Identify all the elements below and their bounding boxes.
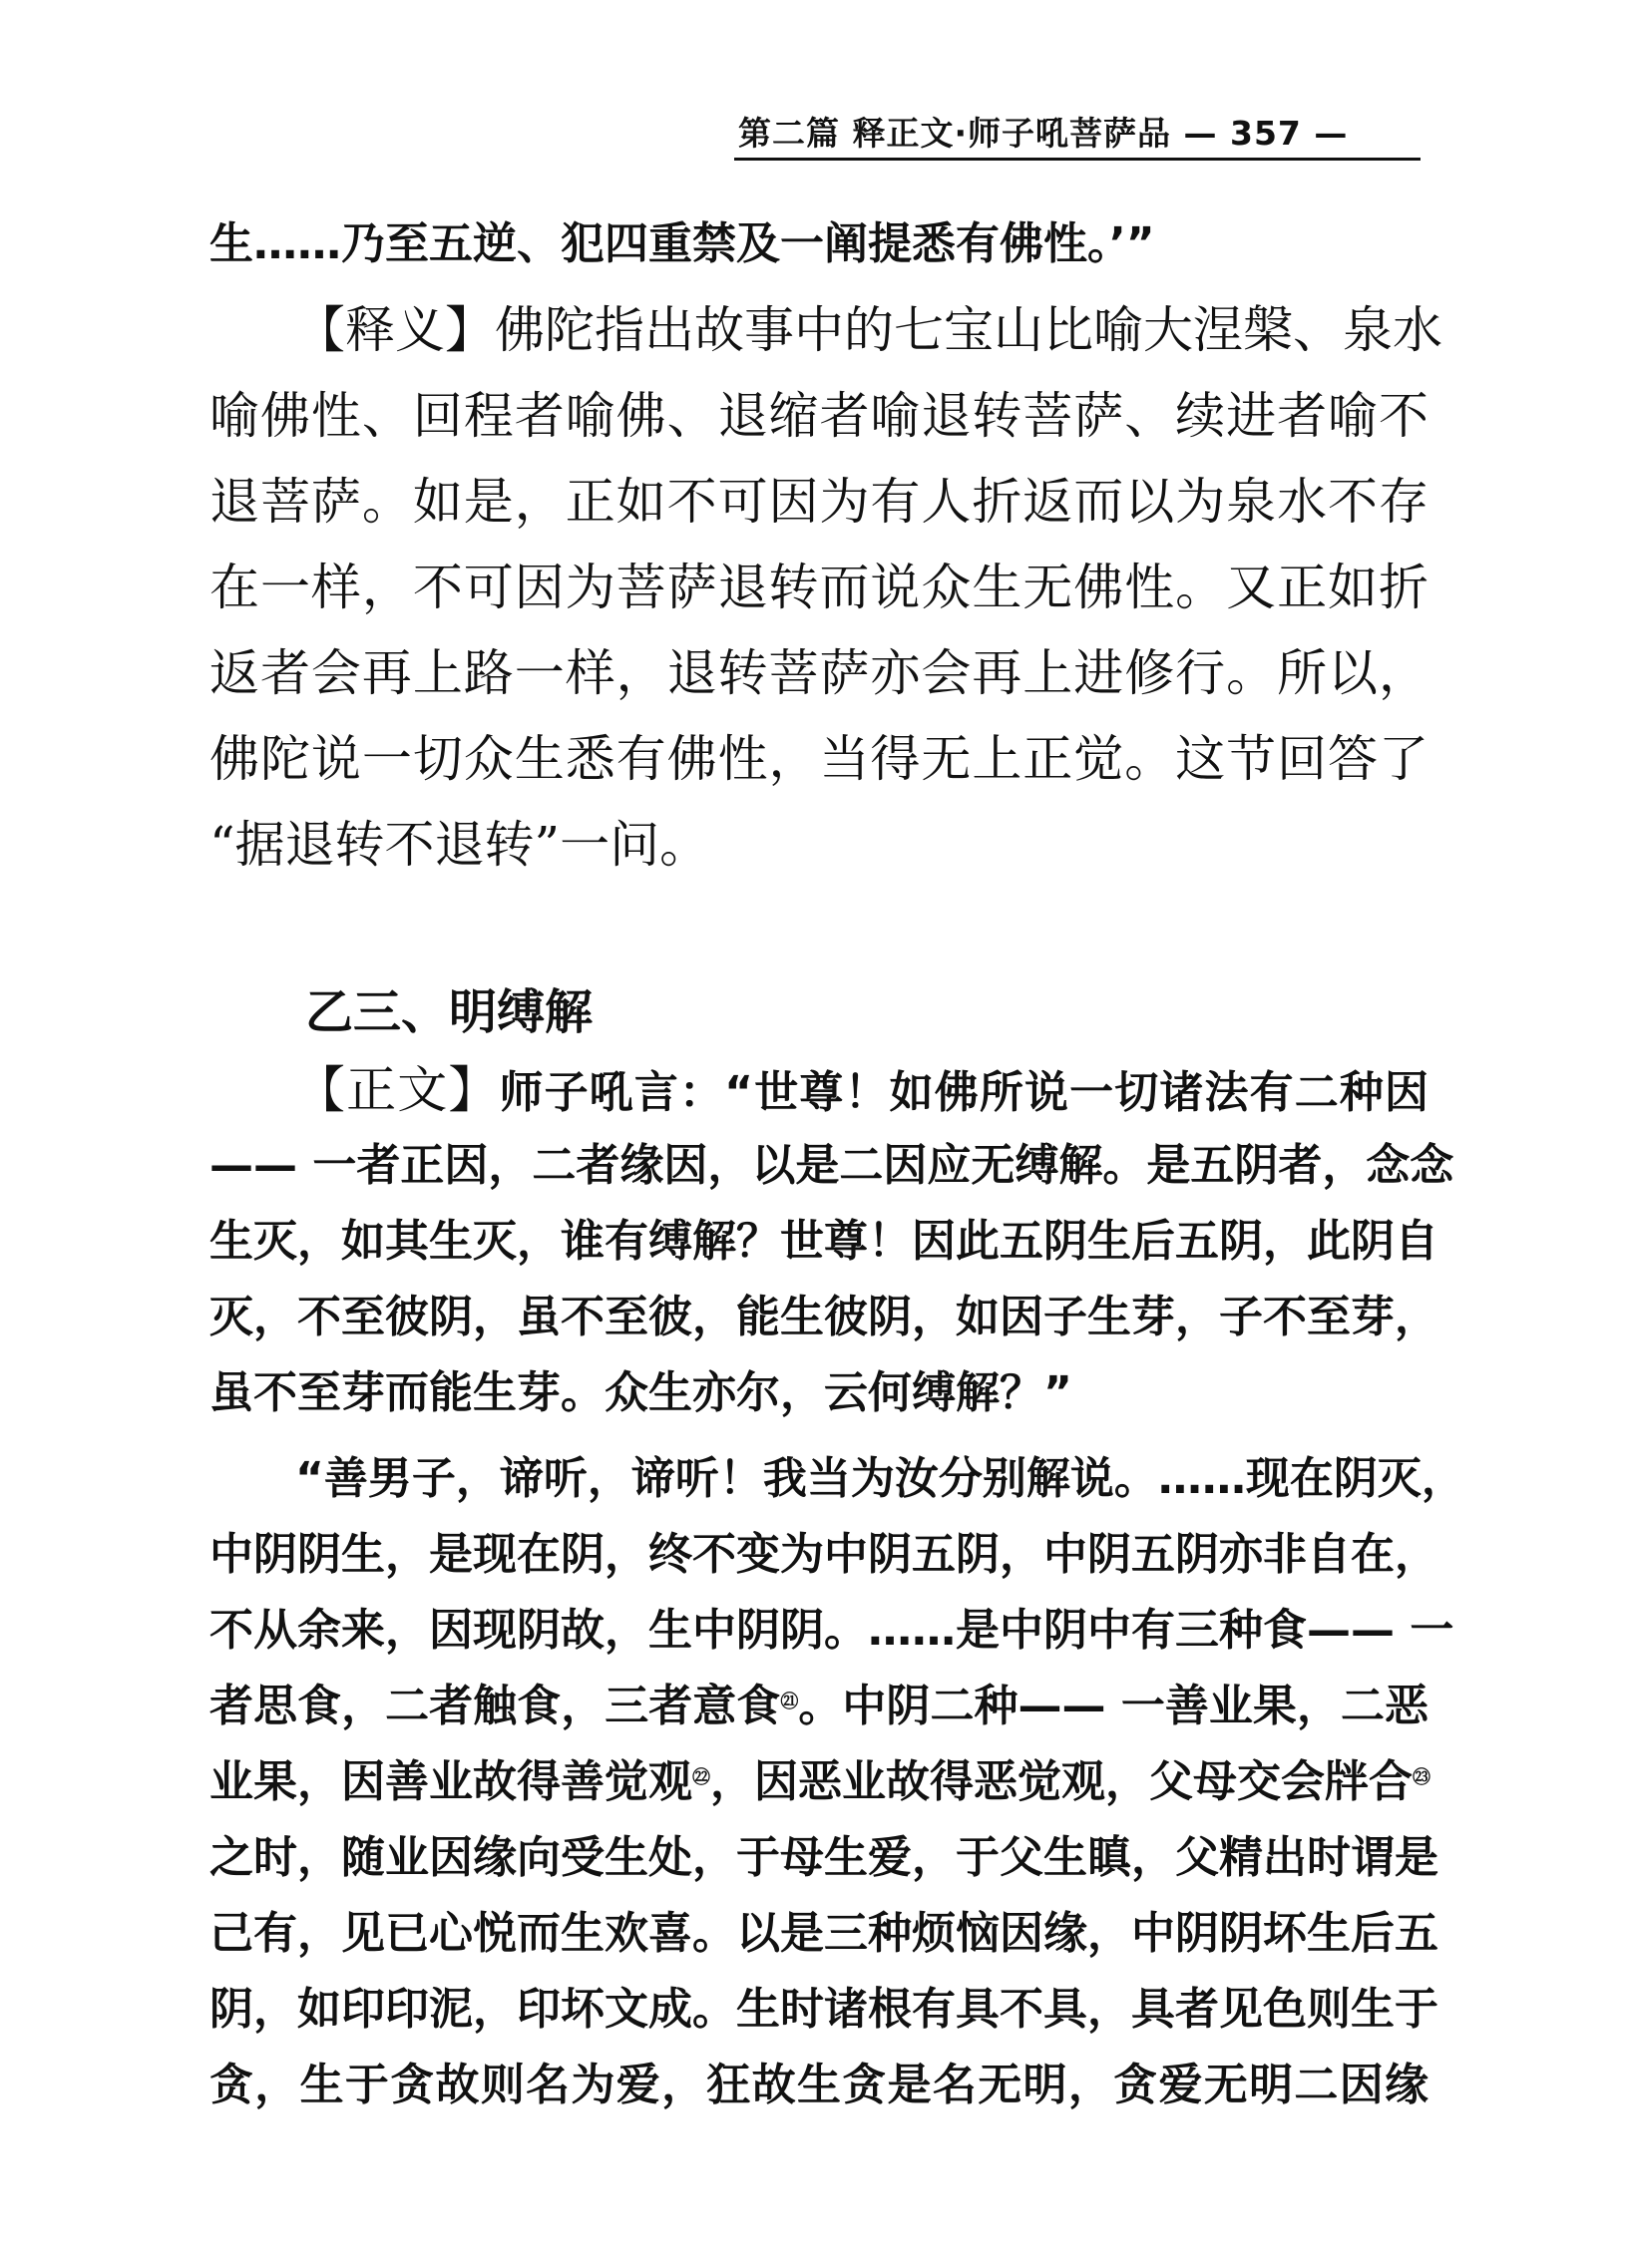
footnote-marker: ㉓	[1413, 1767, 1430, 1788]
text-line: “善男子，谛听，谛听！我当为汝分别解说。……现在阴灭，	[295, 1453, 1465, 1504]
text-line: 灭，不至彼阴，虽不至彼，能生彼阴，如因子生芽，子不至芽，	[209, 1292, 1438, 1342]
text-line: 中阴阴生，是现在阴，终不变为中阴五阴，中阴五阴亦非自在，	[209, 1529, 1438, 1580]
text-line: 贪，生于贪故则名为爱，狂故生贪是名无明，贪爱无明二因缘	[209, 2060, 1428, 2110]
text-line: 喻佛性、回程者喻佛、退缩者喻退转菩萨、续进者喻不	[209, 387, 1428, 445]
text-line: 己有，见已心悦而生欢喜。以是三种烦恼因缘，中阴阴坏生后五	[209, 1908, 1438, 1959]
footnote-marker: ㉒	[692, 1767, 710, 1788]
text-line: 返者会再上路一样，退转菩萨亦会再上进修行。所以，	[209, 644, 1428, 702]
text-line: —— 一者正因，二者缘因，以是二因应无缚解。是五阴者，念念	[209, 1140, 1454, 1191]
text-segment: ，因恶业故得恶觉观，父母交会牉合	[710, 1756, 1413, 1807]
text-line: 阴，如印印泥，印坏文成。生时诸根有具不具，具者见色则生于	[209, 1984, 1438, 2035]
text-line: “据退转不退转”一问。	[209, 816, 710, 874]
text-line: 之时，随业因缘向受生处，于母生爱，于父生瞋，父精出时谓是	[209, 1832, 1438, 1883]
text-line: 生……乃至五逆、犯四重禁及一阐提悉有佛性。’”	[209, 218, 1155, 269]
text-line	[295, 1059, 1428, 1121]
text-line	[295, 299, 1442, 361]
zhengwen-first-text: 师子吼言：“世尊！如佛所说一切诸法有二种因	[499, 1067, 1428, 1118]
text-line: 退菩萨。如是，正如不可因为有人折返而以为泉水不存	[209, 473, 1428, 531]
text-segment: 。中阴二种—— 一善业果，二恶	[798, 1681, 1429, 1731]
zhengwen-tag: 【正文】	[295, 1061, 500, 1119]
text-line	[209, 1676, 1428, 1737]
text-segment: 者思食，二者触食，三者意食	[209, 1681, 781, 1731]
text-segment: 业果，因善业故得善觉观	[209, 1756, 692, 1807]
shiyi-tag: 【释义】	[295, 301, 495, 359]
text-line: 生灭，如其生灭，谁有缚解？世尊！因此五阴生后五阴，此阴自	[209, 1216, 1438, 1267]
text-line	[209, 1751, 1428, 1813]
text-line: 佛陀说一切众生悉有佛性，当得无上正觉。这节回答了	[209, 730, 1428, 788]
footnote-marker: ㉑	[780, 1692, 799, 1712]
section-heading: 乙三、明缚解	[305, 984, 594, 1040]
running-header: 第二篇 释正文·师子吼菩萨品 — 357 —	[738, 114, 1349, 153]
header-rule	[734, 158, 1421, 161]
shiyi-first-text: 佛陀指出故事中的七宝山比喻大涅槃、泉水	[495, 301, 1442, 359]
text-line: 在一样，不可因为菩萨退转而说众生无佛性。又正如折	[209, 559, 1428, 616]
text-line: 虽不至芽而能生芽。众生亦尔，云何缚解？”	[209, 1367, 1072, 1418]
text-line: 不从余来，因现阴故，生中阴阴。……是中阴中有三种食—— 一	[209, 1605, 1454, 1656]
